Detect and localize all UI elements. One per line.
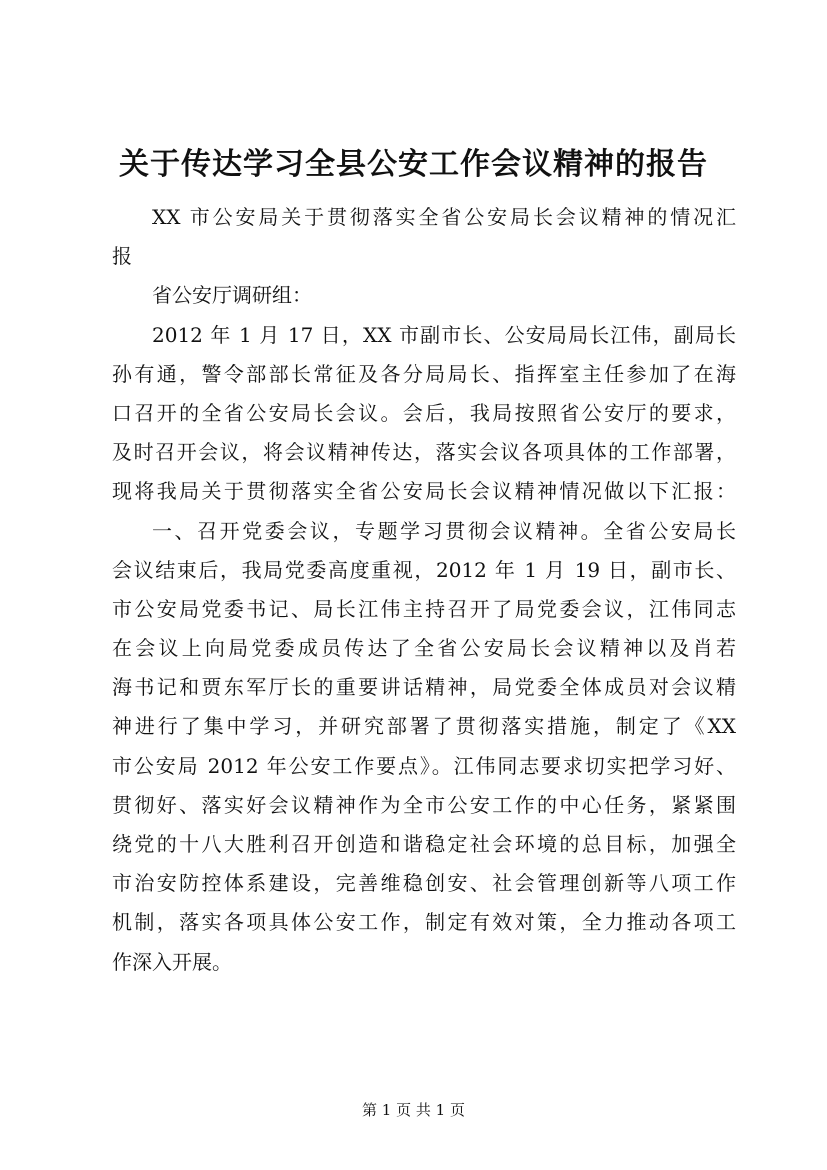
page-number-footer: 第 1 页 共 1 页 [362, 1101, 465, 1119]
body-line: 口召开的全省公安局长会议。会后，我局按照省公安厅的要求， [112, 400, 736, 425]
body-line: 贯彻好、落实好会议精神作为全市公安工作的中心任务，紧紧围 [112, 792, 736, 817]
body-line: 市治安防控体系建设，完善维稳创安、社会管理创新等八项工作 [112, 871, 736, 896]
body-line: 及时召开会议，将会议精神传达，落实会议各项具体的工作部署， [112, 440, 736, 465]
body-line: 市公安局 2012 年公安工作要点》。江伟同志要求切实把学习好、 [112, 753, 736, 778]
body-line: 在会议上向局党委成员传达了全省公安局长会议精神以及肖若 [112, 636, 736, 661]
body-line: 作深入开展。 [112, 949, 232, 974]
document-title: 关于传达学习全县公安工作会议精神的报告 [119, 147, 708, 182]
body-line: 2012 年 1 月 17 日，XX 市副市长、公安局局长江伟，副局长 [152, 322, 736, 347]
document-body [112, 198, 736, 982]
body-line: 现将我局关于贯彻落实全省公安局长会议精神情况做以下汇报： [112, 479, 736, 504]
body-line: 海书记和贾东军厅长的重要讲话精神，局党委全体成员对会议精 [112, 675, 736, 700]
body-line: 市公安局党委书记、局长江伟主持召开了局党委会议，江伟同志 [112, 596, 736, 621]
salutation-line: 省公安厅调研组： [152, 283, 312, 308]
body-line: 绕党的十八大胜利召开创造和谐稳定社会环境的总目标，加强全 [112, 832, 736, 856]
body-line: 会议结束后，我局党委高度重视，2012 年 1 月 19 日，副市长、 [112, 557, 736, 582]
body-line: 一、召开党委会议，专题学习贯彻会议精神。全省公安局长 [152, 518, 736, 543]
body-line: 报 [112, 244, 132, 269]
body-line: 机制，落实各项具体公安工作，制定有效对策，全力推动各项工 [112, 910, 736, 935]
body-line: 孙有通，警令部部长常征及各分局局长、指挥室主任参加了在海 [112, 361, 736, 386]
body-line: XX 市公安局关于贯彻落实全省公安局长会议精神的情况汇 [152, 205, 736, 229]
body-line: 神进行了集中学习，并研究部署了贯彻落实措施，制定了《XX [112, 714, 736, 739]
